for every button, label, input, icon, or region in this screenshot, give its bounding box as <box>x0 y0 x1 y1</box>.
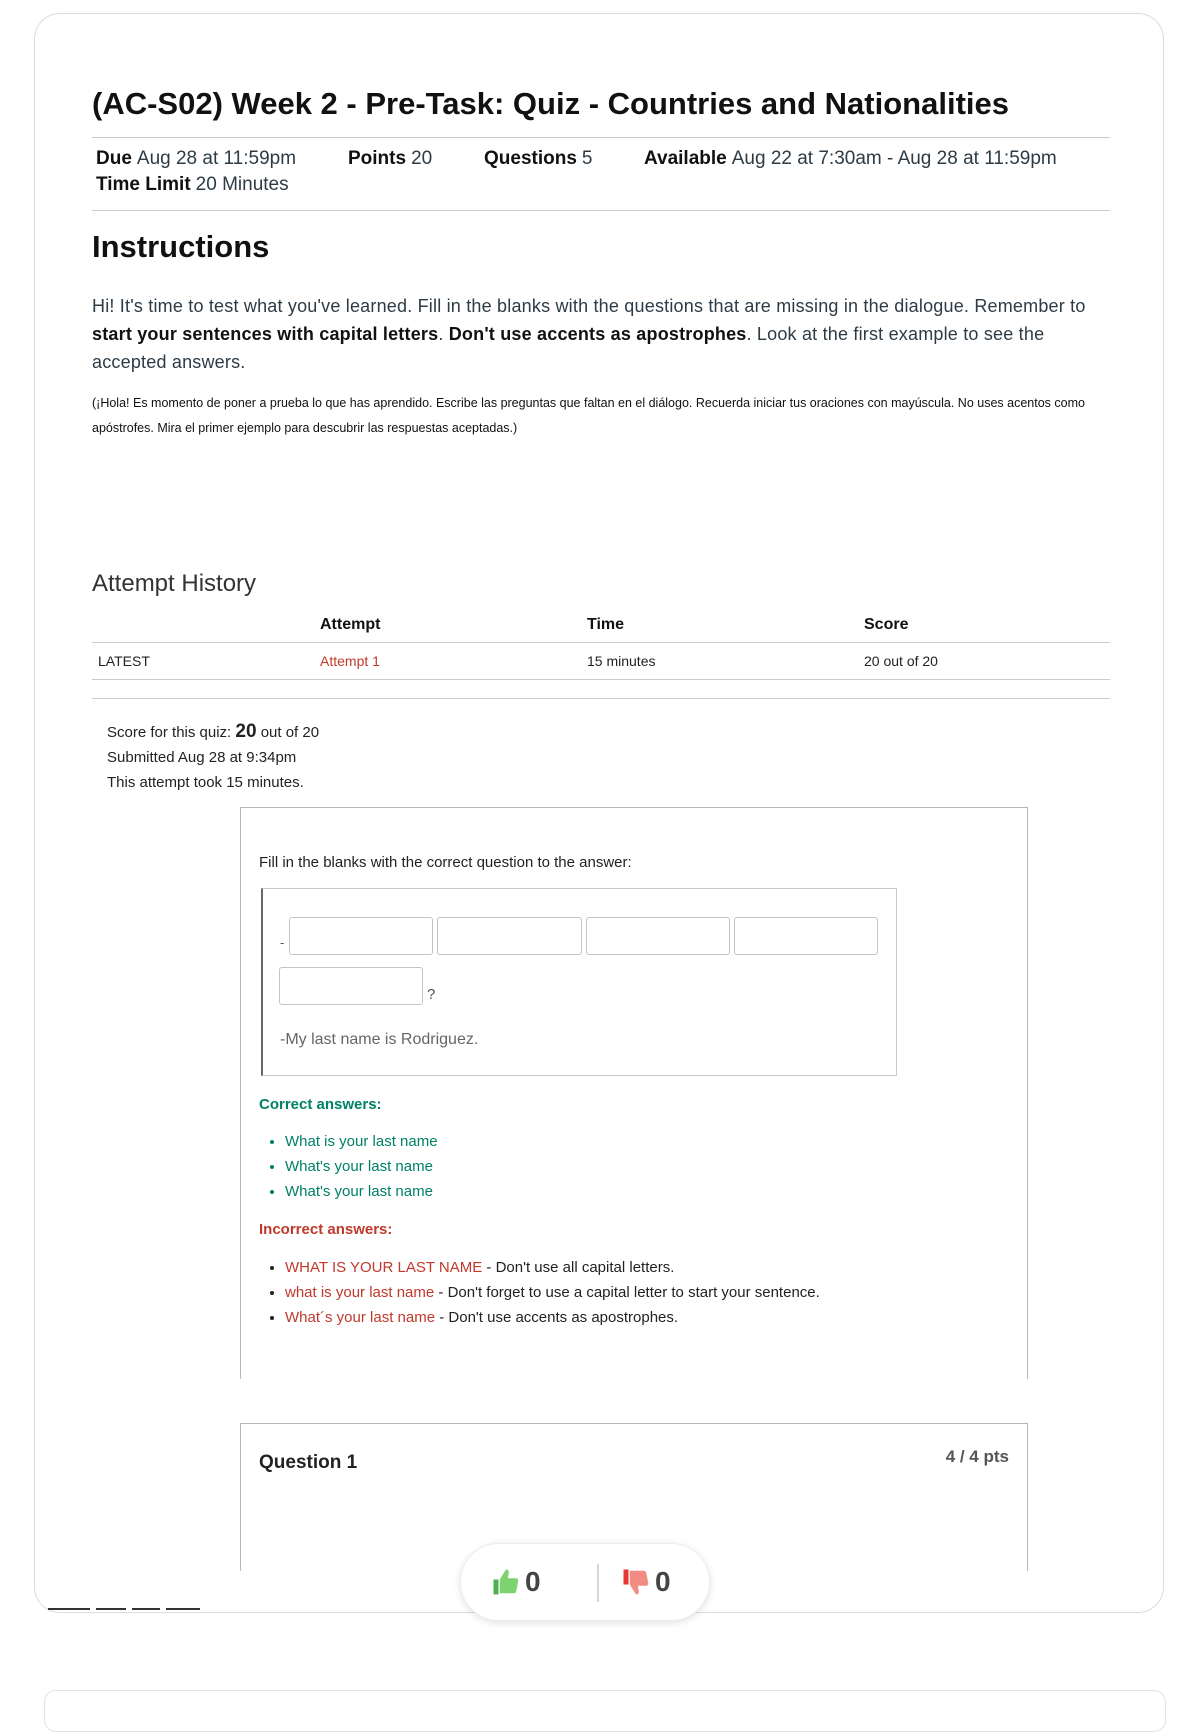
attempt-link[interactable]: Attempt 1 <box>314 643 581 680</box>
thumbs-up-icon <box>491 1567 521 1597</box>
attempt-score: 20 out of 20 <box>858 643 1110 680</box>
latest-label: LATEST <box>92 643 314 680</box>
attempt-time: 15 minutes <box>581 643 858 680</box>
table-header: Attempt Time Score <box>92 610 1110 643</box>
list-item: • What is your last name <box>285 1129 438 1154</box>
correct-answers-list <box>259 1129 438 1204</box>
meta-points: Points 20 <box>348 148 433 169</box>
thumbs-down-button[interactable] <box>621 1566 671 1598</box>
dialogue-dash: - <box>280 935 285 950</box>
list-item: • What´s your last name - Don't use accents as apostrophes. <box>285 1305 1045 1330</box>
question-mark: ? <box>427 986 436 1003</box>
incorrect-answers-list <box>259 1255 1045 1330</box>
correct-answers-label: Correct answers: <box>259 1096 382 1113</box>
next-card <box>44 1690 1166 1732</box>
attempt-history-table <box>92 610 1110 680</box>
dialogue-image <box>261 888 897 1076</box>
thumbs-up-count: 0 <box>525 1566 541 1597</box>
divider <box>597 1564 599 1602</box>
blank-field <box>734 917 878 955</box>
incorrect-answers-label: Incorrect answers: <box>259 1221 393 1238</box>
quiz-meta <box>96 146 1110 198</box>
question-points: 4 / 4 pts <box>945 1447 1009 1466</box>
clipped-content <box>48 1608 348 1611</box>
divider <box>92 137 1110 138</box>
score-line: Score for this quiz: 20 out of 20 <box>107 721 320 742</box>
thumbs-down-count: 0 <box>655 1566 671 1597</box>
meta-available: Available Aug 22 at 7:30am - Aug 28 at 11:59pm <box>644 148 1057 169</box>
vote-widget <box>460 1543 710 1621</box>
question-prompt: Fill in the blanks with the correct question to the answer: <box>259 854 632 871</box>
example-question-box <box>240 807 1028 1379</box>
list-item: • What's your last name <box>285 1154 438 1179</box>
divider <box>92 210 1110 211</box>
table-row <box>92 643 1110 680</box>
question-title: Question 1 <box>259 1452 358 1473</box>
blank-field <box>289 917 433 955</box>
divider <box>92 698 1110 699</box>
blank-field <box>586 917 730 955</box>
blank-field <box>437 917 582 955</box>
quiz-title: (AC-S02) Week 2 - Pre-Task: Quiz - Countries and Nationalities <box>92 86 1009 121</box>
submitted-line: Submitted Aug 28 at 9:34pm <box>107 749 297 766</box>
list-item: • WHAT IS YOUR LAST NAME - Don't use all capital letters. <box>285 1255 1045 1280</box>
thumbs-down-icon <box>621 1567 651 1597</box>
instructions-text: Hi! It's time to test what you've learned. Fill in the blanks with the questions that are missing in the dialogue. Remember to start your sentences with capital letters. Don't use accents as apostrophes. Look at the first example to see the accepted answers. <box>92 296 1086 372</box>
meta-time-limit: Time Limit 20 Minutes <box>96 174 289 195</box>
attempt-history-title: Attempt History <box>92 570 257 597</box>
duration-line: This attempt took 15 minutes. <box>107 774 304 791</box>
list-item: • What's your last name <box>285 1179 438 1204</box>
instructions-spanish: (¡Hola! Es momento de poner a prueba lo que has aprendido. Escribe las preguntas que faltan en el diálogo. Recuerda iniciar tus oraciones con mayúscula. No uses acentos como apóstrofes. Mira el primer ejemplo para descubrir las respuestas aceptadas.) <box>92 396 1085 435</box>
meta-questions: Questions 5 <box>484 148 593 169</box>
thumbs-up-button[interactable] <box>491 1566 541 1598</box>
list-item: • what is your last name - Don't forget to use a capital letter to start your sentence. <box>285 1280 1045 1305</box>
meta-due: Due Aug 28 at 11:59pm <box>96 148 297 169</box>
instructions-heading: Instructions <box>92 229 270 264</box>
blank-field <box>279 967 423 1005</box>
quiz-card <box>34 13 1164 1613</box>
score-summary <box>107 719 319 795</box>
dialogue-reply: -My last name is Rodriguez. <box>280 1031 479 1048</box>
